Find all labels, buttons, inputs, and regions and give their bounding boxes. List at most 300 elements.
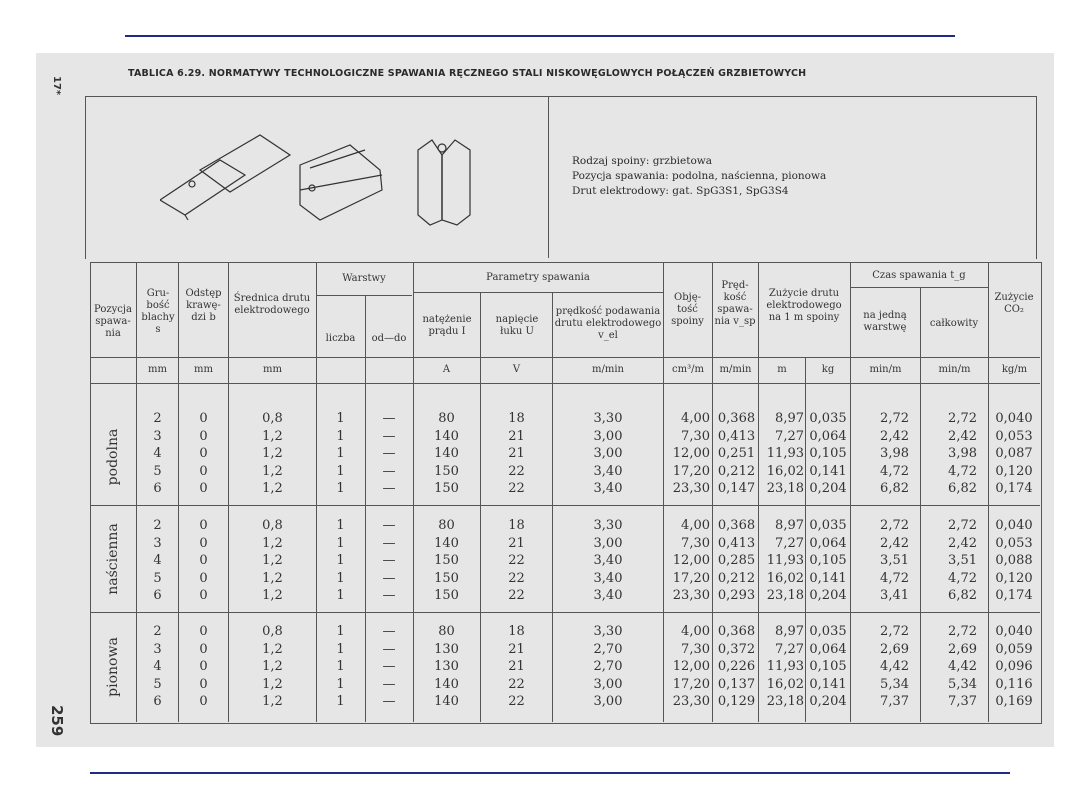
table-cell: 0,204 <box>809 694 847 710</box>
table-cell: 140 <box>434 694 459 710</box>
table-cell: 16,02 <box>766 463 804 479</box>
table-cell: 0,368 <box>717 518 756 533</box>
table-cell: 12,00 <box>672 446 710 462</box>
column-s <box>137 623 178 711</box>
table-cell: 4 <box>153 446 162 462</box>
table-cell: 0,147 <box>717 481 756 497</box>
column-co2 <box>989 623 1039 711</box>
table-cell: 7,27 <box>775 428 804 444</box>
column-n <box>316 410 365 498</box>
table-cell: 1,2 <box>262 446 283 462</box>
column-tc <box>921 623 977 711</box>
table-cell: 0,088 <box>995 553 1033 569</box>
table-cell: 8,97 <box>775 411 804 426</box>
table-cell: 0 <box>199 588 208 604</box>
top-rule <box>125 35 955 37</box>
table-cell: 0,368 <box>717 624 756 639</box>
table-cell: 1 <box>336 518 345 533</box>
table-cell: 0,064 <box>809 428 847 444</box>
column-tc <box>921 410 977 498</box>
table-cell: 3,40 <box>593 570 623 586</box>
unit-t1: min/m <box>869 364 902 375</box>
hdr-grubosc: Gru-bość blachy s <box>141 288 175 335</box>
table-cell: — <box>382 518 396 533</box>
table-cell: 0 <box>199 553 208 569</box>
table-cell: 1 <box>336 446 345 462</box>
table-cell: — <box>382 659 396 675</box>
table-cell: 23,18 <box>766 588 804 604</box>
table-cell: 0 <box>199 446 208 462</box>
parametry-line <box>413 292 663 293</box>
table-cell: 0,120 <box>995 463 1033 479</box>
column-U <box>481 410 552 498</box>
table-cell: 0,053 <box>995 535 1033 551</box>
table-cell: 0 <box>199 411 208 426</box>
column-oddo <box>365 623 413 711</box>
table-cell: 0,053 <box>995 428 1033 444</box>
table-cell: 1,2 <box>262 535 283 551</box>
table-cell: 17,20 <box>672 463 710 479</box>
column-vol <box>664 410 710 498</box>
table-cell: 3,40 <box>593 481 623 497</box>
table-cell: 0 <box>199 428 208 444</box>
table-cell: 21 <box>508 641 525 657</box>
column-tc <box>921 517 977 605</box>
unit-vsp: m/min <box>719 364 752 375</box>
table-cell: — <box>382 676 396 692</box>
table-cell: 6,82 <box>880 481 909 497</box>
table-cell: 4,72 <box>880 463 909 479</box>
table-cell: 3,40 <box>593 553 623 569</box>
table-cell: 80 <box>438 624 455 639</box>
table-title: TABLICA 6.29. NORMATYWY TECHNOLOGICZNE SPAWANIA RĘCZNEGO STALI NISKOWĘGLOWYCH POŁĄCZEŃ GRZBIETOWYCH <box>128 68 807 79</box>
table-cell: 150 <box>434 553 459 569</box>
table-cell: 0,169 <box>995 694 1033 710</box>
table-cell: 1 <box>336 535 345 551</box>
table-cell: 1,2 <box>262 570 283 586</box>
table-cell: 2,72 <box>880 411 909 426</box>
table-cell: 1,2 <box>262 481 283 497</box>
table-cell: 23,30 <box>672 694 710 710</box>
table-cell: 6 <box>153 694 162 710</box>
group-separator-1 <box>90 505 1040 506</box>
table-cell: 3,00 <box>593 535 623 551</box>
unit-tc: min/m <box>938 364 971 375</box>
table-cell: 5 <box>153 463 162 479</box>
wall-joint-drawing <box>300 145 382 220</box>
table-cell: 1 <box>336 411 345 426</box>
table-cell: 7,30 <box>681 641 710 657</box>
table-cell: — <box>382 570 396 586</box>
table-cell: 140 <box>434 676 459 692</box>
table-cell: 0,212 <box>717 570 756 586</box>
weld-type: Rodzaj spoiny: grzbietowa <box>572 155 713 167</box>
table-cell: 4,00 <box>681 624 710 639</box>
table-cell: 2,72 <box>948 518 977 533</box>
table-cell: 22 <box>508 676 525 692</box>
table-cell: 6 <box>153 588 162 604</box>
hdr-srednica: Średnica drutu elektrodowego <box>233 293 311 316</box>
table-cell: 5,34 <box>880 676 909 692</box>
table-cell: 3,30 <box>593 411 623 426</box>
column-t1 <box>851 410 909 498</box>
table-cell: 0,368 <box>717 411 756 426</box>
unit-wire-m: m <box>777 364 787 375</box>
hdr-napiecie: napięcie łuku U <box>495 314 539 337</box>
table-cell: 4 <box>153 553 162 569</box>
table-cell: 3,98 <box>948 446 977 462</box>
table-cell: 2 <box>153 624 162 639</box>
column-vol <box>664 623 710 711</box>
column-wkg <box>806 410 850 498</box>
table-cell: 130 <box>434 641 459 657</box>
column-s <box>137 410 178 498</box>
hdr-zuzycie-co2: Zużycie CO₂ <box>994 292 1034 315</box>
column-I <box>413 410 480 498</box>
table-cell: 23,30 <box>672 481 710 497</box>
warstwy-line <box>316 295 412 296</box>
table-cell: 11,93 <box>766 659 804 675</box>
table-cell: 1 <box>336 641 345 657</box>
column-vel <box>553 623 663 711</box>
table-cell: 4,42 <box>880 659 909 675</box>
table-cell: 22 <box>508 481 525 497</box>
column-wkg <box>806 623 850 711</box>
upper-divider <box>548 97 549 258</box>
unit-d: mm <box>263 364 282 375</box>
unit-s: mm <box>148 364 167 375</box>
table-cell: 0,293 <box>717 588 756 604</box>
table-cell: 0,129 <box>717 694 756 710</box>
hdr-na-jedna: na jedną warstwę <box>863 310 907 333</box>
table-cell: 1,2 <box>262 463 283 479</box>
vertical-joint-drawing <box>418 140 470 225</box>
table-cell: 7,27 <box>775 535 804 551</box>
flat-joint-drawing <box>160 135 290 220</box>
hdr-liczba: liczba <box>325 333 356 344</box>
hdr-parametry: Parametry spawania <box>486 272 590 283</box>
table-cell: 2,72 <box>948 411 977 426</box>
table-cell: 6 <box>153 481 162 497</box>
table-cell: — <box>382 411 396 426</box>
table-cell: 21 <box>508 535 525 551</box>
table-cell: 0,096 <box>995 659 1033 675</box>
table-cell: 3,40 <box>593 588 623 604</box>
table-cell: 0,174 <box>995 481 1033 497</box>
table-cell: 8,97 <box>775 518 804 533</box>
table-cell: 23,18 <box>766 694 804 710</box>
table-cell: 0,413 <box>717 535 756 551</box>
table-cell: 2,70 <box>593 659 623 675</box>
table-cell: 12,00 <box>672 659 710 675</box>
column-wm <box>759 623 804 711</box>
table-cell: 2,42 <box>880 428 909 444</box>
table-cell: 1,2 <box>262 641 283 657</box>
unit-b: mm <box>194 364 213 375</box>
table-cell: 0,141 <box>809 463 847 479</box>
table-cell: 0 <box>199 694 208 710</box>
hdr-natezenie: natężenie prądu I <box>422 314 472 337</box>
table-cell: 0 <box>199 463 208 479</box>
table-cell: 0 <box>199 518 208 533</box>
position-label: naścienna <box>105 523 121 595</box>
unit-wire-kg: kg <box>821 364 835 375</box>
column-vsp <box>715 623 758 711</box>
table-cell: 23,30 <box>672 588 710 604</box>
hdr-odstep: Odstęp krawę-dzi b <box>185 288 222 323</box>
table-cell: 0,087 <box>995 446 1033 462</box>
column-vel <box>553 517 663 605</box>
joint-drawings <box>160 120 480 230</box>
table-cell: 3,98 <box>880 446 909 462</box>
table-cell: 22 <box>508 553 525 569</box>
unit-I: A <box>442 364 451 375</box>
table-cell: 0,105 <box>809 659 847 675</box>
column-I <box>413 623 480 711</box>
table-cell: 2,42 <box>948 428 977 444</box>
table-cell: 140 <box>434 535 459 551</box>
table-cell: 1 <box>336 428 345 444</box>
unit-vol: cm³/m <box>672 364 704 375</box>
table-cell: 0,285 <box>717 553 756 569</box>
table-cell: 3,40 <box>593 463 623 479</box>
column-U <box>481 623 552 711</box>
table-cell: 2,42 <box>880 535 909 551</box>
column-n <box>316 623 365 711</box>
table-cell: 17,20 <box>672 676 710 692</box>
table-cell: — <box>382 641 396 657</box>
table-cell: 16,02 <box>766 570 804 586</box>
table-cell: 7,37 <box>880 694 909 710</box>
table-cell: 4,72 <box>880 570 909 586</box>
page-number: 259 <box>48 705 66 737</box>
table-cell: 0,204 <box>809 588 847 604</box>
table-cell: 7,37 <box>948 694 977 710</box>
column-oddo <box>365 517 413 605</box>
table-cell: 2 <box>153 518 162 533</box>
table-cell: — <box>382 588 396 604</box>
table-cell: 3 <box>153 428 162 444</box>
table-cell: 0,116 <box>995 676 1033 692</box>
table-cell: 0,035 <box>809 411 847 426</box>
table-cell: 1,2 <box>262 676 283 692</box>
column-b <box>179 623 228 711</box>
column-t1 <box>851 517 909 605</box>
table-cell: 3,51 <box>880 553 909 569</box>
column-t1 <box>851 623 909 711</box>
table-cell: 1,2 <box>262 694 283 710</box>
column-n <box>316 517 365 605</box>
table-cell: 2,72 <box>880 518 909 533</box>
table-cell: 4,72 <box>948 463 977 479</box>
table-cell: 4,00 <box>681 411 710 426</box>
table-cell: 1 <box>336 553 345 569</box>
table-cell: 6,82 <box>948 588 977 604</box>
table-cell: 150 <box>434 481 459 497</box>
table-cell: 3,30 <box>593 518 623 533</box>
hdr-pozycja: Pozycja spawa-nia <box>94 304 132 339</box>
table-cell: — <box>382 553 396 569</box>
hdr-od-do: od—do <box>371 333 407 344</box>
column-I <box>413 517 480 605</box>
unit-co2: kg/m <box>1001 364 1028 375</box>
column-d <box>229 623 316 711</box>
table-cell: 0,105 <box>809 553 847 569</box>
table-cell: 0,204 <box>809 481 847 497</box>
table-cell: 3,51 <box>948 553 977 569</box>
table-cell: — <box>382 428 396 444</box>
table-cell: 22 <box>508 570 525 586</box>
bottom-rule <box>90 772 1010 774</box>
hdr-warstwy: Warstwy <box>342 273 386 284</box>
table-cell: — <box>382 694 396 710</box>
table-cell: 8,97 <box>775 624 804 639</box>
electrode-wire: Drut elektrodowy: gat. SpG3S1, SpG3S4 <box>572 185 789 197</box>
table-cell: 80 <box>438 411 455 426</box>
table-cell: 3 <box>153 535 162 551</box>
position-label: pionowa <box>105 637 121 697</box>
column-b <box>179 410 228 498</box>
table-cell: 11,93 <box>766 446 804 462</box>
table-cell: 0,8 <box>262 518 283 533</box>
column-oddo <box>365 410 413 498</box>
table-cell: 1 <box>336 676 345 692</box>
table-cell: 6,82 <box>948 481 977 497</box>
column-d <box>229 410 316 498</box>
table-cell: 21 <box>508 659 525 675</box>
table-cell: 7,30 <box>681 535 710 551</box>
hdr-predkosc-podawania: prędkość podawania drutu elektrodowego v_el <box>554 306 662 341</box>
table-cell: 3,30 <box>593 624 623 639</box>
table-cell: 0,251 <box>717 446 756 462</box>
table-cell: 1,2 <box>262 553 283 569</box>
table-cell: 0,035 <box>809 518 847 533</box>
table-cell: 0,059 <box>995 641 1033 657</box>
table-cell: — <box>382 481 396 497</box>
column-b <box>179 517 228 605</box>
hdr-zuzycie-drutu: Zużycie drutu elektrodowego na 1 m spoiny <box>766 288 842 323</box>
table-cell: 0 <box>199 641 208 657</box>
hdr-czas: Czas spawania t_g <box>872 270 966 281</box>
table-cell: 2,69 <box>948 641 977 657</box>
table-cell: 4,72 <box>948 570 977 586</box>
table-cell: 22 <box>508 463 525 479</box>
table-cell: 3,00 <box>593 676 623 692</box>
table-cell: 11,93 <box>766 553 804 569</box>
side-mark-top: 17* <box>51 76 62 96</box>
table-cell: 150 <box>434 463 459 479</box>
header-line <box>90 357 1040 358</box>
table-cell: 18 <box>508 518 525 533</box>
column-vol <box>664 517 710 605</box>
table-cell: 80 <box>438 518 455 533</box>
table-cell: 3,00 <box>593 694 623 710</box>
table-cell: 0,120 <box>995 570 1033 586</box>
table-cell: 5 <box>153 676 162 692</box>
table-cell: 0,064 <box>809 535 847 551</box>
column-co2 <box>989 410 1039 498</box>
table-cell: 0 <box>199 624 208 639</box>
table-cell: 1 <box>336 463 345 479</box>
table-cell: 0,137 <box>717 676 756 692</box>
column-vsp <box>715 410 758 498</box>
group-separator-2 <box>90 612 1040 613</box>
table-cell: — <box>382 463 396 479</box>
table-cell: 0,226 <box>717 659 756 675</box>
table-cell: 22 <box>508 588 525 604</box>
table-cell: 1,2 <box>262 659 283 675</box>
table-cell: 3 <box>153 641 162 657</box>
table-cell: 0,141 <box>809 676 847 692</box>
column-U <box>481 517 552 605</box>
table-cell: 0,372 <box>717 641 756 657</box>
table-cell: 0,040 <box>995 411 1033 426</box>
table-cell: 0,212 <box>717 463 756 479</box>
table-cell: 140 <box>434 446 459 462</box>
table-cell: 4,42 <box>948 659 977 675</box>
table-cell: 2,42 <box>948 535 977 551</box>
table-cell: 5 <box>153 570 162 586</box>
table-cell: 7,27 <box>775 641 804 657</box>
position-label: podolna <box>105 428 121 486</box>
table-cell: 0,8 <box>262 624 283 639</box>
czas-line <box>850 287 988 288</box>
table-cell: 21 <box>508 446 525 462</box>
hdr-predkosc-spawania: Pręd-kość spawa-nia v_sp <box>714 280 756 327</box>
table-cell: 150 <box>434 570 459 586</box>
table-cell: 0,035 <box>809 624 847 639</box>
table-cell: 150 <box>434 588 459 604</box>
table-cell: 3,00 <box>593 428 623 444</box>
table-cell: 21 <box>508 428 525 444</box>
column-wm <box>759 410 804 498</box>
table-cell: 2,70 <box>593 641 623 657</box>
table-cell: 0,064 <box>809 641 847 657</box>
table-cell: 1 <box>336 570 345 586</box>
table-cell: 2,69 <box>880 641 909 657</box>
table-cell: 0,8 <box>262 411 283 426</box>
column-vel <box>553 410 663 498</box>
hdr-calkowity: całkowity <box>929 318 979 329</box>
table-cell: 4 <box>153 659 162 675</box>
column-d <box>229 517 316 605</box>
table-cell: 22 <box>508 694 525 710</box>
table-cell: 2,72 <box>880 624 909 639</box>
table-cell: 140 <box>434 428 459 444</box>
weld-info <box>572 154 826 199</box>
table-cell: 0,105 <box>809 446 847 462</box>
table-cell: 16,02 <box>766 676 804 692</box>
table-cell: 0 <box>199 570 208 586</box>
table-cell: 0,141 <box>809 570 847 586</box>
table-cell: 3,00 <box>593 446 623 462</box>
table-cell: 18 <box>508 624 525 639</box>
table-cell: — <box>382 535 396 551</box>
table-cell: 1 <box>336 624 345 639</box>
unit-line <box>90 383 1040 384</box>
table-cell: 1 <box>336 659 345 675</box>
column-wkg <box>806 517 850 605</box>
table-cell: 17,20 <box>672 570 710 586</box>
unit-vel: m/min <box>592 364 624 375</box>
table-cell: — <box>382 446 396 462</box>
table-cell: 2 <box>153 411 162 426</box>
table-cell: 0 <box>199 481 208 497</box>
table-cell: 12,00 <box>672 553 710 569</box>
table-cell: 0 <box>199 659 208 675</box>
table-cell: 0,174 <box>995 588 1033 604</box>
column-s <box>137 517 178 605</box>
